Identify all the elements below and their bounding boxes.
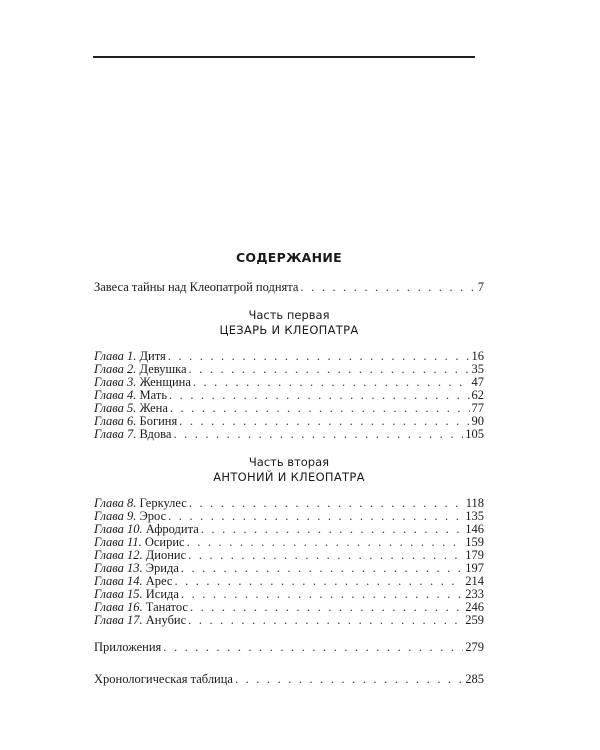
dot-leader bbox=[189, 497, 464, 510]
dot-leader bbox=[181, 588, 463, 601]
part-heading bbox=[94, 308, 484, 337]
chapter-label bbox=[94, 428, 171, 441]
page-number: 279 bbox=[465, 640, 484, 654]
dot-leader bbox=[168, 510, 463, 523]
entry-title: Хронологическая таблица bbox=[94, 672, 233, 686]
chapter-number: Глава 2. bbox=[94, 362, 137, 376]
chapter-number: Глава 12. bbox=[94, 548, 143, 562]
page-number: 16 bbox=[471, 349, 484, 363]
page-number: 62 bbox=[471, 388, 484, 402]
dot-leader bbox=[300, 281, 475, 294]
dot-leader bbox=[174, 575, 463, 588]
toc-parts bbox=[94, 308, 484, 627]
page-number: 214 bbox=[465, 574, 484, 588]
chapter-number: Глава 6. bbox=[94, 414, 137, 428]
dot-leader bbox=[170, 402, 470, 415]
chapter-label bbox=[94, 614, 186, 627]
page-number: 146 bbox=[465, 522, 484, 536]
chapter-number: Глава 17. bbox=[94, 613, 143, 627]
entry-title: Завеса тайны над Клеопатрой поднята bbox=[94, 280, 299, 294]
dot-leader bbox=[188, 614, 463, 627]
chapter-title: Мать bbox=[139, 388, 168, 402]
chapter-title: Осирис bbox=[144, 535, 185, 549]
chapter-title: Анубис bbox=[145, 613, 187, 627]
chapter-title: Женщина bbox=[139, 375, 191, 389]
page-number: 179 bbox=[465, 548, 484, 562]
dot-leader bbox=[188, 549, 463, 562]
chapter-number: Глава 15. bbox=[94, 587, 143, 601]
toc-entry-chapter[interactable] bbox=[94, 614, 484, 627]
chapter-number: Глава 9. bbox=[94, 509, 137, 523]
dot-leader bbox=[173, 428, 463, 441]
chapter-title: Эрида bbox=[145, 561, 179, 575]
part-subtitle: Часть вторая bbox=[248, 455, 330, 469]
dot-leader bbox=[169, 389, 469, 402]
page-number: 159 bbox=[465, 535, 484, 549]
page-number: 77 bbox=[471, 401, 484, 415]
part-heading bbox=[94, 455, 484, 484]
dot-leader bbox=[189, 363, 470, 376]
chapter-number: Глава 13. bbox=[94, 561, 143, 575]
top-divider-rule bbox=[93, 56, 475, 58]
toc-entry-chronology[interactable] bbox=[94, 673, 484, 686]
page-number: 233 bbox=[465, 587, 484, 601]
dot-leader bbox=[187, 536, 464, 549]
chapter-title: Арес bbox=[145, 574, 173, 588]
toc-entry-intro[interactable] bbox=[94, 281, 484, 294]
chapter-number: Глава 1. bbox=[94, 349, 137, 363]
dot-leader bbox=[163, 641, 463, 654]
part-subtitle: Часть первая bbox=[248, 308, 330, 322]
chapter-number: Глава 4. bbox=[94, 388, 137, 402]
dot-leader bbox=[193, 376, 470, 389]
page-number: 259 bbox=[465, 613, 484, 627]
chapter-number: Глава 3. bbox=[94, 375, 137, 389]
entry-title: Приложения bbox=[94, 640, 162, 654]
table-of-contents bbox=[94, 250, 484, 686]
dot-leader bbox=[179, 415, 469, 428]
toc-entry-chapter[interactable] bbox=[94, 428, 484, 441]
chapter-number: Глава 10. bbox=[94, 522, 143, 536]
chapter-number: Глава 7. bbox=[94, 427, 137, 441]
part-name: АНТОНИЙ И КЛЕОПАТРА bbox=[213, 470, 365, 484]
dot-leader bbox=[201, 523, 463, 536]
page-number: 118 bbox=[465, 496, 484, 510]
page-number: 47 bbox=[471, 375, 484, 389]
chapter-title: Афродита bbox=[145, 522, 199, 536]
chapter-number: Глава 14. bbox=[94, 574, 143, 588]
part-name: ЦЕЗАРЬ И КЛЕОПАТРА bbox=[219, 323, 359, 337]
dot-leader bbox=[190, 601, 463, 614]
chapter-title: Дитя bbox=[139, 349, 166, 363]
chapter-number: Глава 8. bbox=[94, 496, 137, 510]
page-number: 285 bbox=[465, 672, 484, 686]
chapter-title: Эрос bbox=[139, 509, 167, 523]
chapter-number: Глава 5. bbox=[94, 401, 137, 415]
chapter-title: Девушка bbox=[139, 362, 187, 376]
chapter-title: Танатос bbox=[145, 600, 188, 614]
toc-entry-appendix[interactable] bbox=[94, 641, 484, 654]
chapter-title: Жена bbox=[139, 401, 168, 415]
page-number: 105 bbox=[465, 427, 484, 441]
page-number: 90 bbox=[471, 414, 484, 428]
dot-leader bbox=[168, 350, 470, 363]
toc-title: СОДЕРЖАНИЕ bbox=[235, 250, 343, 265]
chapter-title: Вдова bbox=[139, 427, 172, 441]
chapter-number: Глава 11. bbox=[94, 535, 142, 549]
page-number: 246 bbox=[465, 600, 484, 614]
chapter-title: Дионис bbox=[145, 548, 187, 562]
chapter-number: Глава 16. bbox=[94, 600, 143, 614]
page-number: 197 bbox=[465, 561, 484, 575]
chapter-title: Геркулес bbox=[139, 496, 187, 510]
dot-leader bbox=[235, 673, 463, 686]
chapter-title: Исида bbox=[145, 587, 179, 601]
chapter-title: Богиня bbox=[139, 414, 178, 428]
page-number: 135 bbox=[465, 509, 484, 523]
page-number: 35 bbox=[471, 362, 484, 376]
page-number: 7 bbox=[477, 280, 484, 294]
dot-leader bbox=[181, 562, 463, 575]
